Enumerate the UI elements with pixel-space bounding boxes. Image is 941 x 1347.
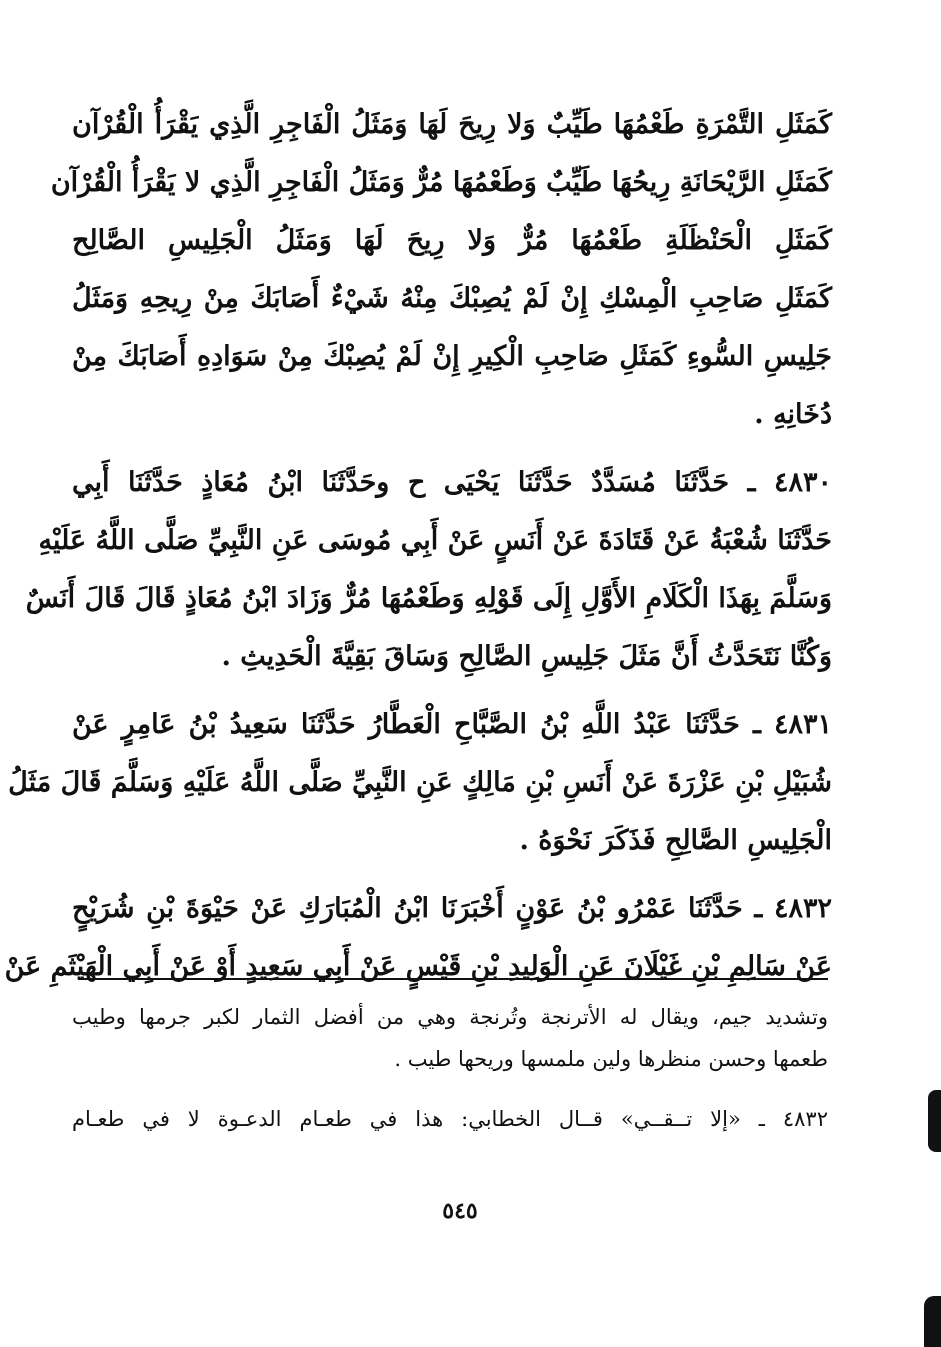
scan-edge-mark bbox=[924, 1296, 941, 1347]
text-line: كَمَثَلِ الرَّيْحَانَةِ رِيحُهَا طَيِّبٌ وَطَعْمُهَا مُرٌّ وَمَثَلُ الْفَاجِرِ الَّذِي لا يَقْرَأُ الْقُرْآن bbox=[50, 167, 832, 198]
footnote-1 bbox=[72, 996, 828, 1080]
text-line: كَمَثَلِ التَّمْرَةِ طَعْمُهَا طَيِّبٌ وَلا رِيحَ لَهَا وَمَثَلُ الْفَاجِرِ الَّذِي يَقْرَأُ الْقُرْآن bbox=[72, 109, 832, 140]
text-line: شُبَيْلِ بْنِ عَزْرَةَ عَنْ أَنَسِ بْنِ مَالِكٍ عَنِ النَّبِيِّ صَلَّى اللَّهُ عَلَيْهِ وَسَلَّمَ قَالَ مَثَلُ bbox=[8, 767, 832, 798]
text-line: كَمَثَلِ صَاحِبِ الْمِسْكِ إِنْ لَمْ يُصِبْكَ مِنْهُ شَيْءٌ أَصَابَكَ مِنْ رِيحِهِ وَمَثَلُ bbox=[72, 283, 832, 314]
text-line: ٤٨٣٠ ـ حَدَّثَنَا مُسَدَّدٌ حَدَّثَنَا يَحْيَى ح وحَدَّثَنَا ابْنُ مُعَاذٍ حَدَّثَنَا أَبِي bbox=[72, 467, 832, 498]
main-text-block bbox=[4, 96, 832, 996]
page-number: ٥٤٥ bbox=[442, 1198, 478, 1224]
footnote-line: ٤٨٣٢ ـ «إلا تــقــي» قــال الخطابي: هذا في طعـام الدعـوة لا في طعـام bbox=[72, 1107, 828, 1131]
text-line: دُخَانِهِ . bbox=[754, 399, 832, 430]
text-line: عَنْ سَالِمِ بْنِ غَيْلَانَ عَنِ الْوَلِيدِ بْنِ قَيْسٍ عَنْ أَبِي سَعِيدٍ أَوْ عَنْ أَبِي الْهَيْثَمِ عَنْ bbox=[4, 951, 832, 982]
paragraph-gap bbox=[72, 686, 832, 696]
hadith-4831 bbox=[8, 696, 832, 870]
text-line: وَسَلَّمَ بِهَذَا الْكَلَامِ الأَوَّلِ إِلَى قَوْلِهِ وَطَعْمُهَا مُرٌّ وَزَادَ ابْنُ مُعَاذٍ قَالَ قَالَ أَنَسٌ bbox=[25, 583, 832, 614]
paragraph-gap bbox=[72, 870, 832, 880]
text-line: جَلِيسِ السُّوءِ كَمَثَلِ صَاحِبِ الْكِيرِ إِنْ لَمْ يُصِبْكَ مِنْ سَوَادِهِ أَصَابَكَ مِنْ bbox=[72, 341, 832, 372]
footnote-4832 bbox=[72, 1098, 828, 1140]
footnote-line: وتشديد جيم، ويقال له الأترنجة وتُرنجة وهي من أفضل الثمار لكبر جرمها وطيب bbox=[72, 1005, 828, 1029]
paragraph-gap bbox=[72, 444, 832, 454]
text-line: حَدَّثَنَا شُعْبَةُ عَنْ قَتَادَةَ عَنْ أَنَسٍ عَنْ أَبِي مُوسَى عَنِ النَّبِيِّ صَلَّى اللَّهُ عَلَيْهِ bbox=[38, 525, 832, 556]
text-line: ٤٨٣١ ـ حَدَّثَنَا عَبْدُ اللَّهِ بْنُ الصَّبَّاحِ الْعَطَّارُ حَدَّثَنَا سَعِيدُ بْنُ عَامِرٍ عَنْ bbox=[72, 709, 832, 740]
scan-edge-mark bbox=[928, 1090, 941, 1152]
footnotes-block bbox=[72, 996, 828, 1140]
footnote-gap bbox=[72, 1080, 828, 1098]
footnote-separator bbox=[78, 978, 828, 980]
text-line: وَكُنَّا نَتَحَدَّثُ أَنَّ مَثَلَ جَلِيسِ الصَّالِحِ وَسَاقَ بَقِيَّةَ الْحَدِيثِ . bbox=[221, 641, 832, 672]
paragraph-1 bbox=[50, 96, 832, 444]
text-line: الْجَلِيسِ الصَّالِحِ فَذَكَرَ نَحْوَهُ . bbox=[519, 825, 832, 856]
text-line: كَمَثَلِ الْحَنْظَلَةِ طَعْمُهَا مُرٌّ وَلا رِيحَ لَهَا وَمَثَلُ الْجَلِيسِ الصَّالِح bbox=[72, 225, 832, 256]
footnote-line: طعمها وحسن منظرها ولين ملمسها وريحها طيب . bbox=[394, 1047, 828, 1071]
hadith-4830 bbox=[25, 454, 832, 686]
text-line: ٤٨٣٢ ـ حَدَّثَنَا عَمْرُو بْنُ عَوْنٍ أَخْبَرَنَا ابْنُ الْمُبَارَكِ عَنْ حَيْوَةَ بْنِ شُرَيْحٍ bbox=[72, 893, 832, 924]
